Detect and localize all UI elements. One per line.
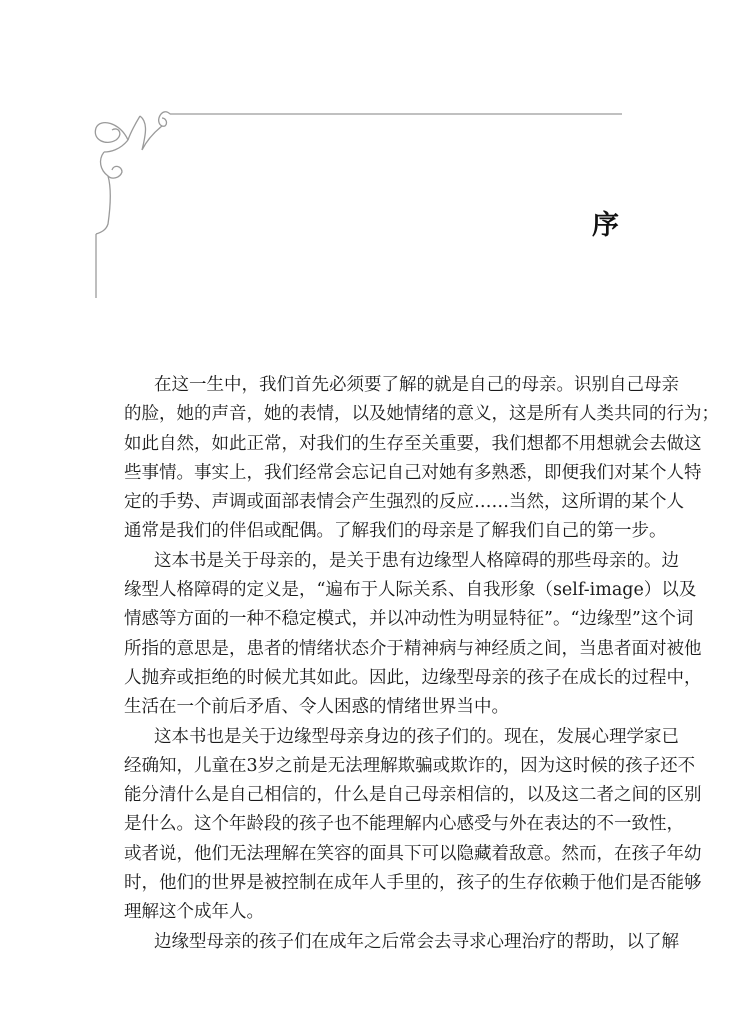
text-line: 能分清什么是自己相信的，什么是自己母亲相信的，以及这二者之间的区别 — [124, 785, 702, 806]
text-line: 是什么。这个年龄段的孩子也不能理解内心感受与外在表达的不一致性， — [124, 814, 684, 835]
text-line: 边缘型母亲的孩子们在成年之后常会去寻求心理治疗的帮助，以了解 — [154, 931, 679, 952]
corner-flourish-ornament — [90, 100, 630, 305]
text-line: 情感等方面的一种不稳定模式，并以冲动性为明显特征”。“边缘型”这个词 — [124, 609, 694, 630]
paragraph-2 — [124, 547, 702, 723]
text-line: 生活在一个前后矛盾、令人困惑的情绪世界当中。 — [124, 697, 509, 718]
text-line: 定的手势、声调或面部表情会产生强烈的反应……当然，这所谓的某个人 — [124, 492, 684, 513]
text-line: 所指的意思是，患者的情绪状态介于精神病与神经质之间，当患者面对被他 — [124, 638, 702, 659]
paragraph-3 — [124, 723, 702, 928]
text-line: 时，他们的世界是被控制在成年人手里的，孩子的生存依赖于他们是否能够 — [124, 873, 702, 894]
text-line: 些事情。事实上，我们经常会忘记自己对她有多熟悉，即便我们对某个人特 — [124, 462, 702, 483]
text-line: 经确知，儿童在3岁之前是无法理解欺骗或欺诈的，因为这时候的孩子还不 — [124, 755, 696, 776]
text-line: 的脸，她的声音，她的表情，以及她情绪的意义，这是所有人类共同的行为； — [124, 404, 719, 425]
body-text — [124, 371, 719, 957]
paragraph-1 — [124, 371, 719, 547]
paragraph-4 — [124, 928, 679, 957]
chapter-title: 序 — [592, 210, 619, 241]
text-line: 或者说，他们无法理解在笑容的面具下可以隐藏着敌意。然而，在孩子年幼 — [124, 843, 702, 864]
text-line: 如此自然，如此正常，对我们的生存至关重要，我们想都不用想就会去做这 — [124, 433, 702, 454]
text-line: 这本书也是关于边缘型母亲身边的孩子们的。现在，发展心理学家已 — [154, 726, 679, 747]
text-line: 人抛弃或拒绝的时候尤其如此。因此，边缘型母亲的孩子在成长的过程中， — [124, 667, 702, 688]
text-line: 通常是我们的伴侣或配偶。了解我们的母亲是了解我们自己的第一步。 — [124, 521, 667, 542]
text-line: 这本书是关于母亲的，是关于患有边缘型人格障碍的那些母亲的。边 — [154, 550, 679, 571]
text-line: 在这一生中，我们首先必须要了解的就是自己的母亲。识别自己母亲 — [154, 375, 679, 395]
text-line: 理解这个成年人。 — [124, 902, 264, 923]
text-line: 缘型人格障碍的定义是，“遍布于人际关系、自我形象（self-image）以及 — [124, 580, 697, 601]
